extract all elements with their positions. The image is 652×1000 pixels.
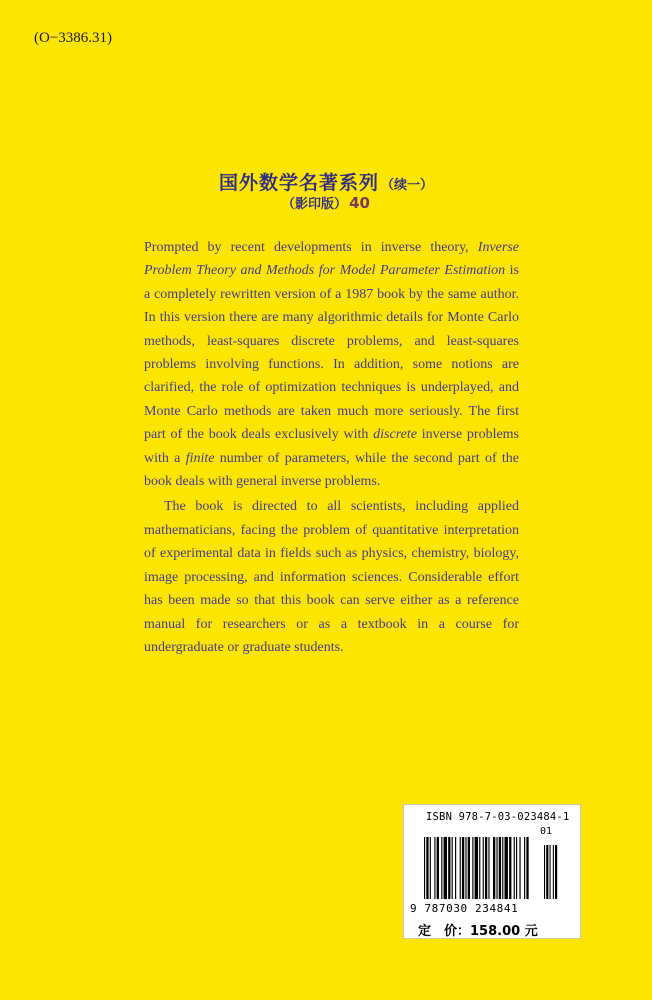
book-title-italic: Inverse Problem Theory and Methods for Model Parameter Estimation: [144, 240, 519, 279]
barcode-addon-bar: [555, 845, 557, 899]
emphasis-discrete: discrete: [373, 427, 417, 443]
emphasis-finite: finite: [185, 450, 215, 466]
barcode-addon-bar: [553, 845, 554, 899]
barcode-bar: [493, 837, 495, 899]
barcode-bar: [514, 837, 515, 899]
barcode-bar: [509, 837, 511, 899]
isbn-number: ISBN 978-7-03-023484-1: [426, 811, 570, 823]
barcode-bar: [434, 837, 435, 899]
catalog-code: (O−3386.31): [34, 30, 113, 46]
barcode-bar: [460, 837, 461, 899]
barcode-bars: [424, 837, 564, 901]
barcode-bar: [496, 837, 497, 899]
barcode-bar: [455, 837, 456, 899]
barcode-bar: [444, 837, 447, 899]
barcode-bar: [502, 837, 503, 899]
barcode-addon-bar: [550, 845, 551, 899]
description-paragraph-2: The book is directed to all scientists, including applied mathematicians, facing the problem of quantitative interpretation of experimental data in fields such as physics, chemistry, biology, image processing, and information sciences. Considerable effort has been made so that this book can serve either as a reference manual for researchers or as a textbook in a course for undergraduate or graduate students.: [144, 499, 519, 655]
series-title-subtitle: （续一）: [381, 178, 434, 193]
barcode-bar: [499, 837, 501, 899]
barcode-bar: [448, 837, 450, 899]
barcode-digits: 9 787030 234841: [410, 902, 519, 915]
barcode-bar: [441, 837, 442, 899]
series-title: [0, 168, 652, 195]
barcode-addon-bar: [544, 845, 545, 899]
barcode-bar: [426, 837, 428, 899]
price-label: 定 价：158.00 元: [418, 924, 538, 939]
barcode-bar: [505, 837, 508, 899]
description-text: is a completely rewritten version of a 1987 book by the same author. In this version there are many algorithmic details for Monte Carlo methods, least-squares discrete problems, and least-squares problems involving functions. In addition, some notions are clarified, the role of optimization techniques is underplayed, and Monte Carlo methods are taken much more seriously. The first part of the book deals exclusively with: [144, 263, 520, 443]
barcode-bar: [462, 837, 464, 899]
series-edition-label: （影印版）: [282, 197, 348, 212]
barcode-addon: 01: [540, 826, 553, 837]
barcode-bar: [488, 837, 489, 899]
barcode-bar: [437, 837, 439, 899]
series-edition: [0, 193, 652, 212]
barcode-bar: [485, 837, 487, 899]
description-paragraph-1: [144, 236, 519, 493]
series-title-main: 国外数学名著系列: [218, 172, 379, 194]
barcode-bar: [519, 837, 520, 899]
barcode-bar: [452, 837, 453, 899]
barcode-bar: [483, 837, 484, 899]
barcode-bar: [516, 837, 517, 899]
barcode-addon-bar: [546, 845, 548, 899]
barcode-bar: [524, 837, 525, 899]
barcode-bar: [430, 837, 431, 899]
series-number: 40: [349, 194, 370, 212]
barcode-box: [403, 804, 581, 939]
description-text: Prompted by recent developments in inverse theory,: [144, 240, 478, 255]
barcode-bar: [424, 837, 425, 899]
description-text: inverse problems with a: [144, 427, 520, 466]
book-description: [144, 236, 519, 659]
barcode-bar: [468, 837, 470, 899]
barcode-bar: [472, 837, 473, 899]
description-text: number of parameters, while the second part of the book deals with general inverse problems.: [144, 450, 520, 490]
barcode-bar: [526, 837, 528, 899]
barcode-bar: [465, 837, 466, 899]
barcode-bar: [475, 837, 478, 899]
barcode-bar: [479, 837, 480, 899]
